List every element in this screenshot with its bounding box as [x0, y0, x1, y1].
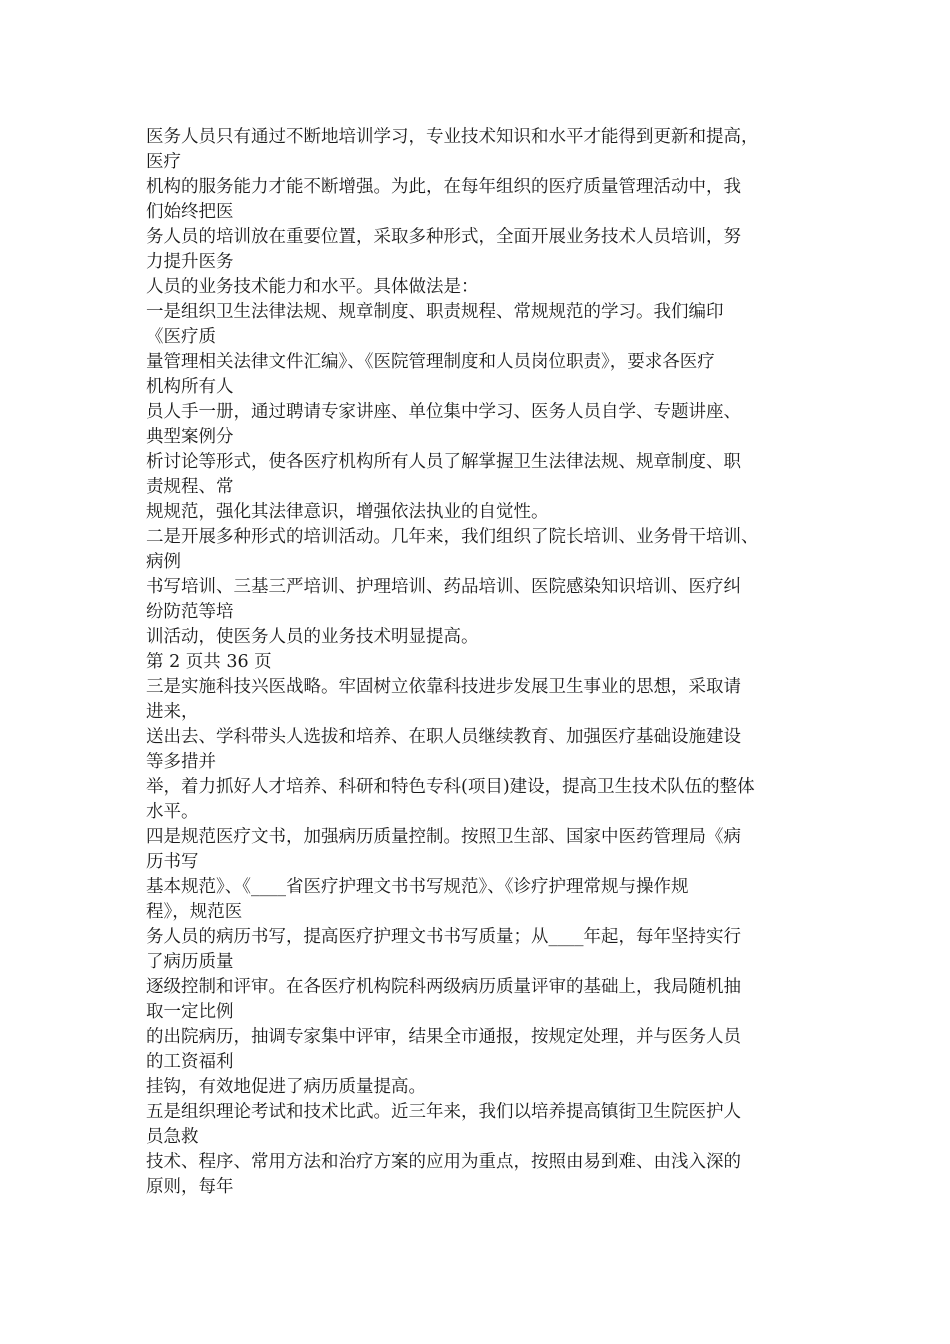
text-line: 技术、程序、常用方法和治疗方案的应用为重点，按照由易到难、由浅入深的 — [146, 1152, 741, 1172]
text-line: 基本规范》、《____省医疗护理文书书写规范》、《诊疗护理常规与操作规 — [146, 877, 689, 897]
text-line: 力提升医务 — [146, 252, 234, 272]
text-line: 责规程、常 — [146, 477, 234, 497]
text-line: 四是规范医疗文书，加强病历质量控制。按照卫生部、国家中医药管理局《病 — [146, 827, 741, 847]
text-line: 历书写 — [146, 852, 199, 872]
text-line: 员急救 — [146, 1127, 199, 1147]
text-line: 程》，规范医 — [146, 902, 243, 922]
document-body — [146, 125, 836, 1200]
text-line: 析讨论等形式，使各医疗机构所有人员了解掌握卫生法律法规、规章制度、职 — [146, 452, 741, 472]
text-line: 人员的业务技术能力和水平。具体做法是： — [146, 277, 479, 297]
text-line: 务人员的培训放在重要位置，采取多种形式，全面开展业务技术人员培训，努 — [146, 227, 741, 247]
text-line: 训活动，使医务人员的业务技术明显提高。 — [146, 627, 479, 647]
text-line: 规规范，强化其法律意识，增强依法执业的自觉性。 — [146, 502, 549, 522]
text-line: 进来， — [146, 702, 199, 722]
text-line: 纷防范等培 — [146, 602, 234, 622]
text-line: 书写培训、三基三严培训、护理培训、药品培训、医院感染知识培训、医疗纠 — [146, 577, 741, 597]
text-line: 取一定比例 — [146, 1002, 234, 1022]
text-line: 原则，每年 — [146, 1177, 234, 1197]
text-line: 务人员的病历书写，提高医疗护理文书书写质量；从____年起，每年坚持实行 — [146, 927, 741, 947]
text-line: 机构所有人 — [146, 377, 234, 397]
text-line: 医务人员只有通过不断地培训学习，专业技术知识和水平才能得到更新和提高， — [146, 127, 759, 147]
text-line: 们始终把医 — [146, 202, 234, 222]
page-number: 第 2 页共 36 页 — [146, 652, 272, 672]
text-line: 的工资福利 — [146, 1052, 234, 1072]
text-line: 《医疗质 — [146, 327, 216, 347]
text-line: 二是开展多种形式的培训活动。几年来，我们组织了院长培训、业务骨干培训、 — [146, 527, 759, 547]
text-line: 五是组织理论考试和技术比武。近三年来，我们以培养提高镇街卫生院医护人 — [146, 1102, 741, 1122]
text-line: 送出去、学科带头人选拔和培养、在职人员继续教育、加强医疗基础设施建设 — [146, 727, 741, 747]
text-line: 病例 — [146, 552, 181, 572]
text-line: 的出院病历，抽调专家集中评审，结果全市通报，按规定处理，并与医务人员 — [146, 1027, 741, 1047]
text-line: 挂钩，有效地促进了病历质量提高。 — [146, 1077, 426, 1097]
text-line: 了病历质量 — [146, 952, 234, 972]
text-line: 水平。 — [146, 802, 199, 822]
text-line: 一是组织卫生法律法规、规章制度、职责规程、常规规范的学习。我们编印 — [146, 302, 724, 322]
text-line: 逐级控制和评审。在各医疗机构院科两级病历质量评审的基础上，我局随机抽 — [146, 977, 741, 997]
text-line: 医疗 — [146, 152, 181, 172]
text-line: 员人手一册，通过聘请专家讲座、单位集中学习、医务人员自学、专题讲座、 — [146, 402, 741, 422]
text-line: 量管理相关法律文件汇编》、《医院管理制度和人员岗位职责》，要求各医疗 — [146, 352, 715, 372]
text-line: 机构的服务能力才能不断增强。为此，在每年组织的医疗质量管理活动中，我 — [146, 177, 741, 197]
text-line: 等多措并 — [146, 752, 216, 772]
text-line: 三是实施科技兴医战略。牢固树立依靠科技进步发展卫生事业的思想，采取请 — [146, 677, 741, 697]
text-line: 举，着力抓好人才培养、科研和特色专科(项目)建设，提高卫生技术队伍的整体 — [146, 777, 755, 797]
text-line: 典型案例分 — [146, 427, 234, 447]
